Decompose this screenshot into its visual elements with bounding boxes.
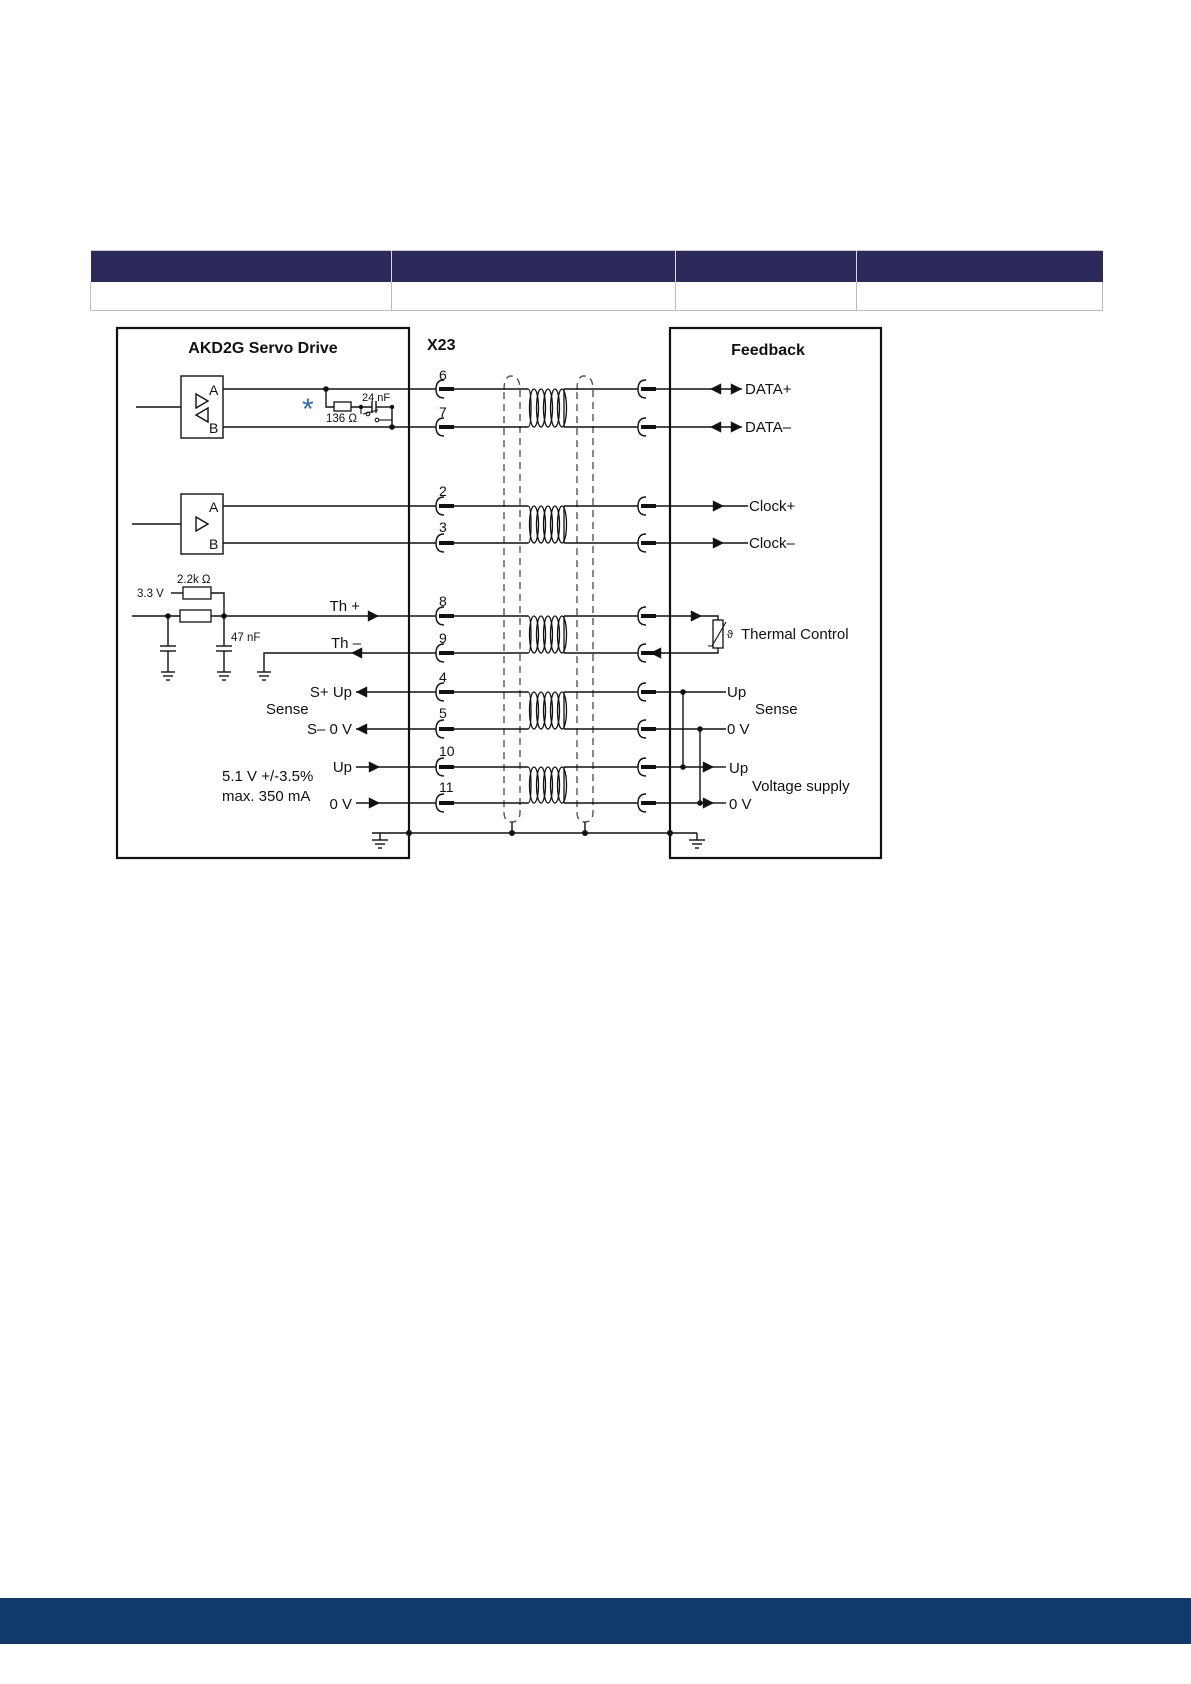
clock-minus-label: Clock– (749, 535, 795, 552)
junction-dot (406, 830, 412, 836)
pin-b-label: B (209, 536, 219, 552)
connector-label: X23 (427, 337, 456, 354)
up-label-left: Up (332, 759, 352, 776)
pin-number: 8 (439, 593, 447, 609)
data-plus-label: DATA+ (745, 381, 792, 398)
twisted-pairs (436, 380, 656, 812)
cap-47nf-label: 47 nF (231, 632, 261, 644)
cable-shield-outer (504, 376, 520, 822)
footer-band (0, 1598, 1191, 1644)
capacitor-filter (160, 616, 176, 680)
junction-dot (582, 830, 588, 836)
sense-title-right: Sense (755, 701, 798, 718)
thermistor (713, 620, 723, 648)
pin-number: 4 (439, 669, 447, 685)
s-0v-label: S– 0 V (306, 721, 352, 738)
sense-0v-label: 0 V (727, 721, 750, 738)
supply-up-label: Up (729, 760, 749, 777)
ground-symbol (257, 672, 271, 680)
junction-dot (667, 830, 673, 836)
wire (264, 653, 351, 672)
sense-up-label: Up (727, 684, 747, 701)
pin-number: 6 (439, 367, 447, 383)
drive-title: AKD2G Servo Drive (188, 340, 338, 357)
cap-24nf-label: 24 nF (362, 392, 391, 404)
pin-number: 5 (439, 705, 447, 721)
supply-0v-label: 0 V (729, 796, 752, 813)
supply-voltage-label: 5.1 V +/-3.5% (222, 768, 314, 785)
s-up-label: S+ Up (309, 684, 352, 701)
pin-number: 9 (439, 630, 447, 646)
pin-number: 10 (439, 743, 455, 759)
wire (211, 593, 224, 616)
pin-a-label: A (209, 382, 219, 398)
pin-b-label: B (209, 420, 219, 436)
supply-title-right: Voltage supply (752, 778, 850, 795)
thermistor-symbol: ϑ (727, 629, 734, 641)
supply-current-label: max. 350 mA (222, 788, 311, 805)
v33-label: 3.3 V (137, 588, 164, 600)
resistor-series (180, 610, 211, 622)
pin-number: 2 (439, 483, 447, 499)
pin-number: 3 (439, 519, 447, 535)
sense-label-left: Sense (266, 701, 309, 718)
th-minus-label: Th – (330, 635, 361, 652)
cable-shield-inner (577, 376, 593, 822)
capacitor-47nf (216, 616, 232, 680)
pin-a-label: A (209, 499, 219, 515)
thermal-control-label: Thermal Control (741, 626, 849, 643)
junction-dot (697, 726, 703, 732)
asterisk-mark: * (302, 393, 314, 426)
pin-number: 7 (439, 404, 447, 420)
ground-symbol (689, 833, 705, 848)
pin-number: 11 (439, 779, 454, 795)
zero-v-label-left: 0 V (329, 796, 352, 813)
res-136-label: 136 Ω (326, 413, 357, 425)
transceiver-tx (196, 394, 208, 408)
junction-dot (680, 764, 686, 770)
transceiver-rx (196, 408, 208, 422)
resistor-2k2 (183, 587, 211, 599)
ground-symbol (372, 833, 388, 848)
feedback-title: Feedback (731, 342, 805, 359)
clock-plus-label: Clock+ (749, 498, 796, 515)
wire (326, 389, 334, 407)
wire (688, 648, 718, 653)
junction-dot (697, 800, 703, 806)
junction-dot (389, 424, 395, 430)
driver-triangle (196, 517, 208, 531)
junction-dot (509, 830, 515, 836)
res-2k2-label: 2.2k Ω (177, 574, 211, 586)
th-plus-label: Th + (329, 598, 360, 615)
junction-dot (680, 689, 686, 695)
data-minus-label: DATA– (745, 419, 792, 436)
resistor-136 (334, 402, 351, 411)
